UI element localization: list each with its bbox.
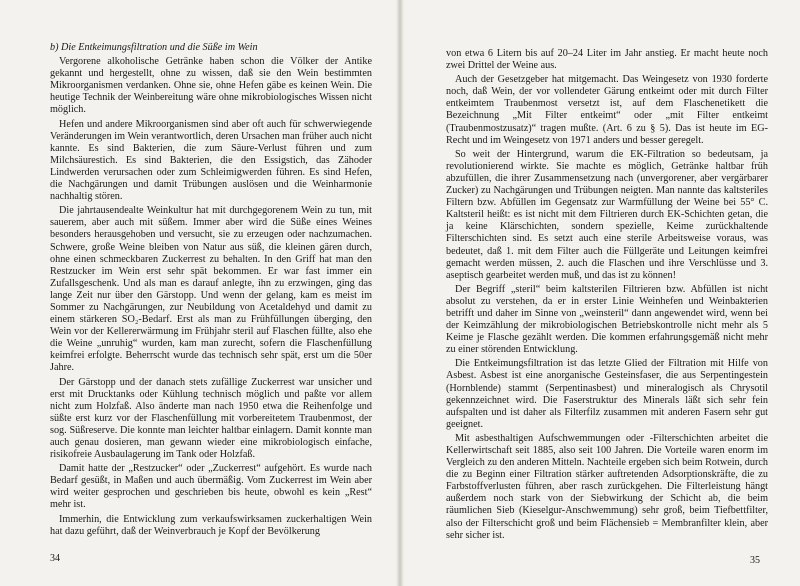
- right-page: [402, 0, 800, 586]
- left-page-text: [50, 42, 372, 540]
- right-page-text: [446, 48, 768, 544]
- paragraph: Die Entkeimungsfiltration ist das letzte Glied der Filtration mit Hilfe von Asbest. Asbest ist eine anorganische Gesteinsfaser, die aus Serpentingestein (Hornblende) stammt (Serpentinasbest) und mineralogisch als Chrysotil gekennzeichnet wird. Die Faserstruktur des Minerals läßt sich sehr fein aufspalten und ist daher als Filterfilz zusammen mit anderen Fasern sehr gut geeignet.: [446, 358, 768, 430]
- paragraph: Immerhin, die Entwicklung zum verkaufswirksamen zuckerhaltigen Wein hat dazu geführt, daß der Weinverbrauch je Kopf der Bevölkerung: [50, 513, 372, 537]
- left-page: [0, 0, 398, 586]
- paragraph: Hefen und andere Mikroorganismen sind aber oft auch für schwerwiegende Veränderungen im Wein verantwortlich, deren Ursachen man früher auch nicht kannte. Es sind Bakterien, die zum Säure-Verlust führen und zum Milchsäurestich. Es sind Bakterien, die den Essigstich, das Zähoder Lindwerden verursachen oder zum Schleimigwerden führen. Es sind Hefen, die Nachgärungen und damit Trübungen auslösen und die Weinharmonie nachhaltig stören.: [50, 118, 372, 203]
- section-heading: b) Die Entkeimungsfiltration und die Süße im Wein: [50, 42, 258, 53]
- paragraph: Der Begriff „steril“ beim kaltsterilen Filtrieren bzw. Abfüllen ist nicht absolut zu verstehen, da er in erster Linie Weinhefen und Weinbakterien betrifft und daher im Sinne von „weinsteril“ dann angewendet wird, wenn bei der Keimzählung der mikrobiologischen Betriebskontrolle nicht mehr als 5 Keime je Flasche gezählt werden. Die kommen erfahrungsgemäß nicht mehr zu einer störenden Entwicklung.: [446, 283, 768, 356]
- page-number-left: 34: [50, 553, 60, 564]
- paragraph: Vergorene alkoholische Getränke haben schon die Völker der Antike gekannt und hergestellt, ohne zu wissen, daß sie den Wein bestimmten Mikroorganismen verdanken. Ohne sie, ohne Hefen gäbe es keinen Wein. Die heutige Technik der Weinbereitung wäre ohne mikrobiologisches Wissen nicht möglich.: [50, 56, 372, 116]
- paragraph: von etwa 6 Litern bis auf 20–24 Liter im Jahr anstieg. Er macht heute noch zwei Drittel der Weine aus.: [446, 48, 768, 72]
- paragraph: Auch der Gesetzgeber hat mitgemacht. Das Weingesetz von 1930 forderte noch, daß Wein, der vor vollendeter Gärung entkeimt oder mit durch Filter entkeimtem Traubenmost versetzt ist, auf dem Flaschenetikett die Bezeichnung „Mit Filter entkeimt“ oder „mit Filter entkeimt (Traubenmostzusatz)“ tragen mußte. (Art. 6 zu § 5). Das ist heute im EG-Recht und im Weingesetz von 1971 anders und besser geregelt.: [446, 74, 768, 146]
- page-number-right: 35: [750, 555, 760, 566]
- book-gutter: [396, 0, 404, 586]
- paragraph: Die jahrtausendealte Weinkultur hat mit durchgegorenem Wein zu tun, mit sauerem, aber auch mit süßem. Immer aber wird die Süße eines Weines besonders herausgehoben und versucht, sie zu erzeugen oder nachzumachen. Schwere, große Weine bleiben von Natur aus süß, die kleinen gären durch, ohne einen schmeckbaren Zuckerrest zu behalten. In den Griff hat man den Restzucker im Wein erst sehr spät bekommen. Er war fast immer ein Zufallsgeschenk. Und als man es darauf anlegte, ihn zu erzwingen, ging das lange Zeit nur über den Gärstopp. Und wenn der gelang, kam es meist im Sommer zu Nachgärungen, zur Neubildung von Acetaldehyd und damit zu einem stärkeren SO₂-Bedarf. Erst als man zu Frühfüllungen überging, den Wein vor der Kellererwärmung im Frühjahr steril auf Flaschen füllte, also ehe die Weine „unruhig“ wurden, kam man zurecht, sofern die Flaschenfüllung keimfrei erfolgte. Beherrscht wurde das technisch sehr spät, erst um die 50er Jahre.: [50, 205, 372, 374]
- paragraph: Der Gärstopp und der danach stets zufällige Zuckerrest war unsicher und erst mit Drucktanks oder Kühlung technisch möglich und paßte vor allem nicht zum Holzfaß. Also änderte man nach 1950 etwa die Reihenfolge und süßte erst kurz vor der Flaschenfüllung mit vorbereitetem Traubenmost, der sog. Süßreserve. Die konnte man leichter haltbar einlagern. Damit konnte man auch genau dosieren, man gewann wieder eine mikrobiologisch einfache, risikofreie Ausbaulagerung im Tank oder Holzfaß.: [50, 376, 372, 461]
- paragraph: Damit hatte der „Restzucker“ oder „Zuckerrest“ aufgehört. Es wurde nach Bedarf gesüßt, in Maßen und auch übermäßig. Vom Zuckerrest im Wein aber wird weiter gesprochen und geschrieben bis heute, obwohl es kein „Rest“ mehr ist.: [50, 463, 372, 511]
- paragraph: Mit asbesthaltigen Aufschwemmungen oder -Filterschichten arbeitet die Kellerwirtschaft seit 1885, also seit 100 Jahren. Die Vorteile waren enorm im Vergleich zu den anderen Mitteln. Nachteile ergeben sich beim Rotwein, durch die zu Beginn einer Filtration stärker auftretenden Adsorptionskräfte, die zu Farbstoffverlusten führen, aber rasch zurückgehen. Die Filterleistung hängt außerdem noch stark von der Siebwirkung der Schicht ab, die beim räumlichen Sieb (Kieselgur-Anschwemmung) sehr groß, beim Tiefbettfilter, also der Filterschicht groß und beim Flächensieb = Membranfilter klein, aber sehr sicher ist.: [446, 432, 768, 541]
- paragraph: So weit der Hintergrund, warum die EK-Filtration so bedeutsam, ja revolutionierend wirkte. Sie machte es möglich, Getränke haltbar früh abzufüllen, die ihrer Zusammensetzung nach (unvergorener, aber vergärbarer Zucker) zu Nachgärungen und Trübungen neigten. Man nannte das kaltsteriles Filtern bzw. Abfüllen im Gegensatz zur Warmfüllung der Weine bei 55° C. Kaltsteril heißt: es ist nicht mit dem Filtrieren durch EK-Schichten getan, die ja keine Klärschichten, sondern spezielle, Keime zurückhaltende Filterschichten sind. Es setzt auch eine sterile Arbeitsweise voraus, was bedeutet, daß 1. mit dem Filter auch die Füllgeräte und Leitungen keimfrei gemacht werden müssen, 2. auch die Flaschen und ihre Verschlüsse und 3. aseptisch gearbeitet werden muß, und das ist zu können!: [446, 148, 768, 281]
